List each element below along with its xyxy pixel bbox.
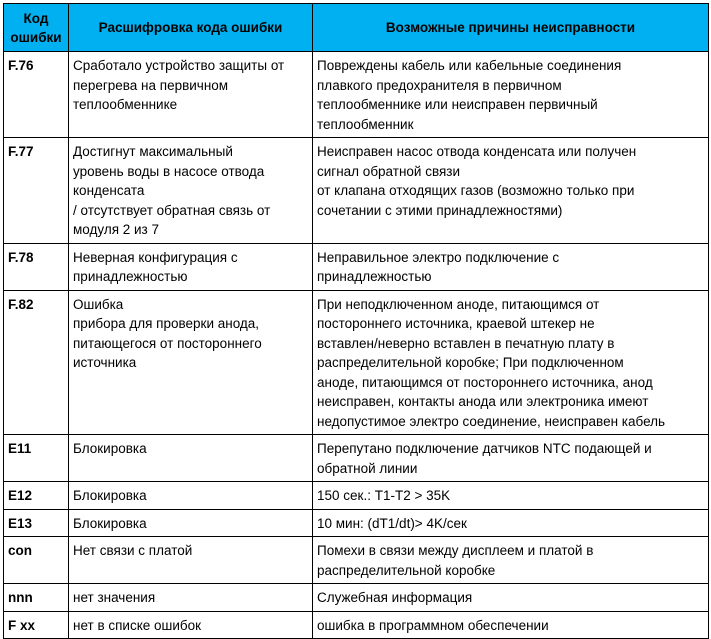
error-causes: Помехи в связи между дисплеем и платой в распределительной коробке [313,537,709,584]
table-row [4,611,709,639]
error-code: F.82 [4,290,69,435]
table-row [4,290,709,435]
table-row [4,509,709,537]
error-causes: При неподключенном аноде, питающимся от постороннего источника, краевой штекер не вставлен/неверно вставлен в печатную плату в распределительной коробке; При подключенном аноде, питающимся от постороннего источника, анод неисправен, контакты анода или электроника имеют недопустимое электро соединение, неисправен кабель [313,290,709,435]
error-code: F.76 [4,52,69,138]
table-row [4,52,709,138]
error-decode: нет значения [69,584,313,612]
table-row [4,435,709,482]
table-row [4,243,709,290]
error-code: E13 [4,509,69,537]
error-causes: Неисправен насос отвода конденсата или получен сигнал обратной связи от клапана отходящих газов (возможно только при сочетании с этими принадлежностями) [313,138,709,244]
error-code: F.77 [4,138,69,244]
error-code: con [4,537,69,584]
error-decode: Неверная конфигурация с принадлежностью [69,243,313,290]
header-row [4,4,709,52]
error-decode: Ошибка прибора для проверки анода, питающегося от постороннего источника [69,290,313,435]
error-decode: Блокировка [69,482,313,510]
error-code: E11 [4,435,69,482]
table-row [4,584,709,612]
table-row [4,537,709,584]
error-code: F xx [4,611,69,639]
error-decode: Блокировка [69,509,313,537]
table-row [4,138,709,244]
error-decode: Достигнут максимальный уровень воды в насосе отвода конденсата / отсутствует обратная связь от модуля 2 из 7 [69,138,313,244]
error-decode: Блокировка [69,435,313,482]
error-code: nnn [4,584,69,612]
error-decode: нет в списке ошибок [69,611,313,639]
header-code: Код ошибки [4,4,69,52]
header-causes: Возможные причины неисправности [313,4,709,52]
error-code: F.78 [4,243,69,290]
table-row [4,482,709,510]
header-decode: Расшифровка кода ошибки [69,4,313,52]
error-causes: Повреждены кабель или кабельные соединения плавкого предохранителя в первичном теплообменнике или неисправен первичный теплообменник [313,52,709,138]
error-causes: Неправильное электро подключение с принадлежностью [313,243,709,290]
error-codes-table [3,3,709,639]
error-decode: Сработало устройство защиты от перегрева на первичном теплообменнике [69,52,313,138]
error-code: E12 [4,482,69,510]
error-causes: 10 мин: (dT1/dt)> 4K/сек [313,509,709,537]
error-causes: Служебная информация [313,584,709,612]
error-causes: ошибка в программном обеспечении [313,611,709,639]
error-causes: 150 сек.: T1-T2 > 35K [313,482,709,510]
error-decode: Нет связи с платой [69,537,313,584]
error-causes: Перепутано подключение датчиков NTC подающей и обратной линии [313,435,709,482]
